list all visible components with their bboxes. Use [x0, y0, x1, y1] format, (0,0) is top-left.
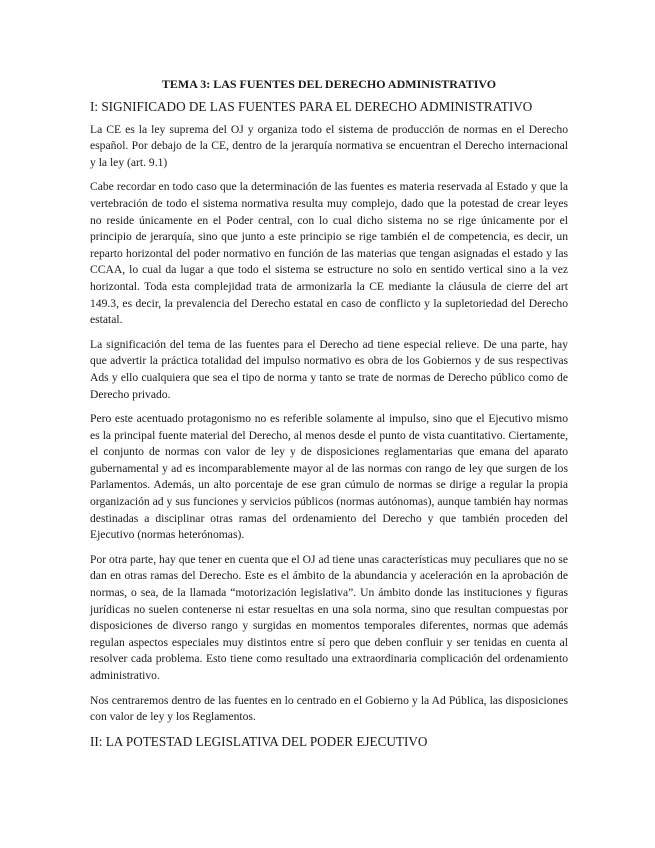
paragraph: La CE es la ley suprema del OJ y organiza todo el sistema de producción de normas en el Derecho español. Por debajo de la CE, dentro de la jerarquía normativa se encuentran el Derecho internacional y la ley (art. 9.1) [90, 122, 568, 169]
section-heading-2: II: LA POTESTAD LEGISLATIVA DEL PODER EJECUTIVO [90, 733, 428, 749]
section-heading-1: I: SIGNIFICADO DE LAS FUENTES PARA EL DERECHO ADMINISTRATIVO [90, 98, 533, 114]
paragraph: La significación del tema de las fuentes para el Derecho ad tiene especial relieve. De una parte, hay que advertir la práctica totalidad del impulso normativo es obra de los Gobiernos y de sus respectivas Ads y ello cualquiera que sea el tipo de norma y tanto se trate de normas de Derecho público como de Derecho privado. [90, 337, 568, 401]
document-title: TEMA 3: LAS FUENTES DEL DERECHO ADMINISTRATIVO [161, 77, 497, 91]
paragraph: Cabe recordar en todo caso que la determinación de las fuentes es materia reservada al Estado y que la vertebración de todo el sistema normativa resulta muy complejo, dado que la potestad de crear leyes no reside únicamente en el Poder central, con lo cual dicho sistema no se rige únicamente por el principio de jerarquía, sino que junto a este principio se rige también el de competencia, es decir, un reparto horizontal del poder normativo en función de las materias que tengan asignadas el estado y las CCAA, lo cual da lugar a que todo el sistema se estructure no solo en sentido vertical sino a la vez horizontal. Toda esta complejidad trata de armonizarla la CE mediante la cláusula de cierre del art 149.3, es decir, la prevalencia del Derecho estatal en caso de conflicto y la supletoriedad del Derecho estatal. [90, 180, 568, 327]
document-page [90, 76, 568, 757]
paragraph: Pero este acentuado protagonismo no es referible solamente al impulso, sino que el Ejecutivo mismo es la principal fuente material del Derecho, al menos desde el punto de vista cuantitativo. Ciertamente, el conjunto de normas con valor de ley y de disposiciones reglamentarias que emana del aparato gubernamental y ad es incomparablemente mayor al de las normas con rango de ley que surgen de los Parlamentos. Además, un alto porcentaje de ese gran cúmulo de normas se dirige a regular la propia organización ad y sus funciones y servicios públicos (normas autónomas), aunque también hay normas destinadas a disciplinar otras ramas del ordenamiento del Derecho y que también proceden del Ejecutivo (normas heterónomas). [90, 412, 568, 542]
paragraph: Por otra parte, hay que tener en cuenta que el OJ ad tiene unas características muy peculiares que no se dan en otras ramas del Derecho. Este es el ámbito de la abundancia y aceleración en la aprobación de normas, o sea, de la llamada “motorización legislativa”. Un ámbito donde las instituciones y figuras jurídicas no suelen contenerse ni estar resueltas en una sola norma, sino que resultan compuestas por disposiciones de diverso rango y surgidas en momentos temporales diferentes, normas que además regulan aspectos especiales muy distintos entre sí pero que deben confluir y ser tenidas en cuenta al resolver cada problema. Esto tiene como resultado una extraordinaria complicación del ordenamiento administrativo. [90, 552, 568, 682]
paragraph: Nos centraremos dentro de las fuentes en lo centrado en el Gobierno y la Ad Pública, las disposiciones con valor de ley y los Reglamentos. [90, 693, 568, 724]
